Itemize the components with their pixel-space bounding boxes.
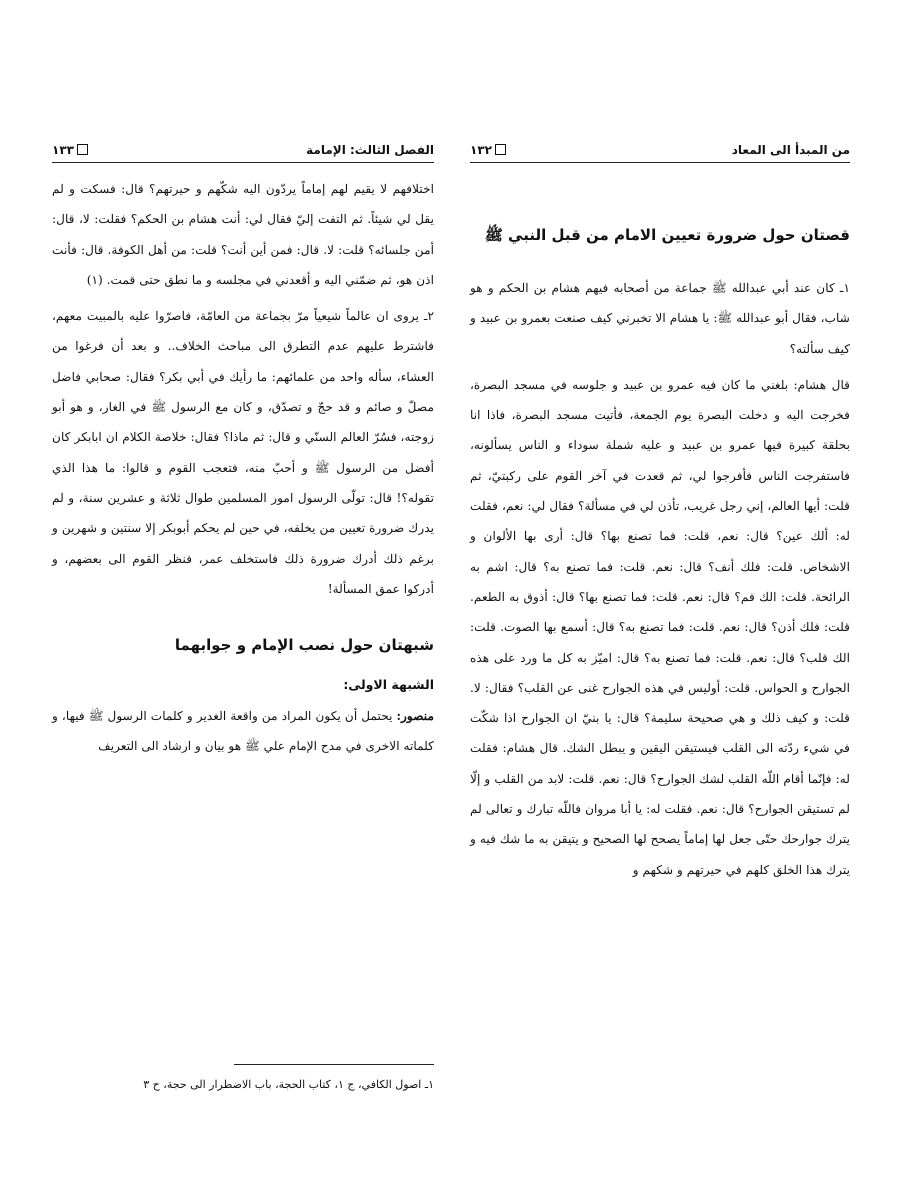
section-title: قصتان حول ضرورة تعيين الامام من قبل النبي ﷺ: [484, 226, 850, 244]
lead-word: منصور:: [396, 708, 434, 723]
page-number: ١٣٢: [470, 143, 506, 157]
body-text: [470, 273, 850, 885]
square-icon: [77, 144, 88, 155]
page-number: ١٣٣: [52, 143, 88, 157]
left-page: [52, 0, 434, 1200]
paragraph: ٢ـ يروى ان عالماً شيعياً مرّ بجماعة من العامّة، فاصرّوا عليه بالمبيت معهم، فاشترط عليهم عدم التطرق الى مباحث الخلاف.. و بعد أن فرغوا من العشاء، سأله واحد من علمائهم: ما رأيك في أبي بكر؟ فقال: صحابي فاضل مصلّ و صائم و قد حجّ و تصدّق، و كان مع الرسول ﷺ في الغار، و هو أبو زوجته، فسُرّ العالم السنّي و قال: ثم ماذا؟ فقال: خلاصة الكلام ان ابابكر كان أفضل من الرسول ﷺ و أحبّ منه، فتعجب القوم و قالوا: ما هذا الذي تقوله؟! قال: تولّى الرسول امور المسلمين طوال ثلاثة و عشرين سنة، و لم يدرك ضرورة تعيين من يخلفه، في حين لم يحكم أبوبكر إلا سنتين و شهرين و برغم ذلك أدرك ضرورة ذلك فاستخلف عمر، فنظر القوم الى بعضهم، و أدركوا عمق المسألة!: [52, 309, 434, 596]
right-page: [470, 0, 850, 1200]
footnote-divider: [234, 1064, 434, 1065]
section-title: شبهتان حول نصب الإمام و جوابهما: [174, 636, 434, 655]
subsection-title: الشبهة الاولى:: [343, 677, 434, 693]
paragraph: قال هشام: بلغني ما كان فيه عمرو بن عبيد و جلوسه في مسجد البصرة، فخرجت اليه و دخلت البصرة يوم الجمعة، فأتيت مسجد البصرة، فاذا انا بحلقة كبيرة فيها عمرو بن عبيد و عليه شملة سوداء و الناس يسألونه، فاستفرجت الناس فأفرجوا لي، ثم قعدت في آخر القوم على ركبتيّ، ثم قلت: أيها العالم، إني رجل غريب، تأذن لي في مسألة؟ فقال لي: نعم، فقلت له: ألك عين؟ قال: نعم، قلت: فما تصنع بها؟ قال: أرى بها الألوان و الاشخاص. قلت: فلك أنف؟ قال: نعم. قلت: فما تصنع به؟ قال: اشم به الرائحة. قلت: الك فم؟ قال: نعم. قلت: فما تصنع بها؟ قال: أذوق به الطعم. قلت: فلك أذن؟ قال: نعم. قلت: فما تصنع به؟ قال: أسمع بها الصوت. قلت: الك قلب؟ قال: نعم. قلت: فما تصنع به؟ قال: اميّز به كل ما ورد على هذه الجوارح و الحواس. قلت: أوليس في هذه الجوارح غنى عن القلب؟ فقال: لا. قلت: و كيف ذلك و هي صحيحة سليمة؟ قال: يا بنيّ ان الجوارح اذا شكّت في شيء ردّته الى القلب فيستيقن اليقين و يبطل الشك. قال هشام: فقلت له: فإنّما أقام اللّه القلب لشك الجوارح؟ قال: نعم. قلت: لابد من القلب و إلّا لم تستيقن الجوارح؟ قال: نعم. فقلت له: يا أبا مروان فاللّه تبارك و تعالى لم يترك جوارحك حتّى جعل لها إماماً يصحح لها الصحيح و يتيقن به ما شك فيه و يترك هذا الخلق كلهم في حيرتهم و شكهم و: [470, 377, 850, 877]
running-title: الفصل الثالث: الإمامة: [306, 143, 434, 157]
paragraph: ١ـ كان عند أبي عبدالله ﷺ جماعة من أصحابه فيهم هشام بن الحكم و هو شاب، فقال أبو عبدالله ﷺ: يا هشام الا تخبرني كيف صنعت بعمرو بن عبيد و كيف سألته؟: [470, 281, 850, 356]
footnote: ١ـ اصول الكافي، ج ١، كتاب الحجة، باب الاضطرار الى حجة، ح ٣: [143, 1078, 434, 1091]
body-text: [52, 174, 434, 761]
paragraph: [52, 701, 434, 762]
square-icon: [495, 144, 506, 155]
page-header: [52, 140, 434, 163]
running-title: من المبدأ الى المعاد: [731, 143, 850, 157]
paragraph: اختلافهم لا يقيم لهم إماماً يردّون اليه شكّهم و حيرتهم؟ قال: فسكت و لم يقل لي شيئاً. ثم التفت إليّ فقال لي: أنت هشام بن الحكم؟ فقلت: لا، قال: أمن جلسائه؟ قلت: لا. قال: فمن أين أنت؟ قلت: من أهل الكوفة. قال: فأنت اذن هو، ثم ضمّني اليه و أقعدني في مجلسه و ما نطق حتى قمت. (١): [52, 182, 434, 287]
page-header: [470, 140, 850, 163]
paragraph-text: يحتمل أن يكون المراد من واقعة الغدير و كلمات الرسول ﷺ فيها، و كلماته الاخرى في مدح الإمام علي ﷺ هو بيان و ارشاد الى التعريف: [52, 708, 434, 754]
